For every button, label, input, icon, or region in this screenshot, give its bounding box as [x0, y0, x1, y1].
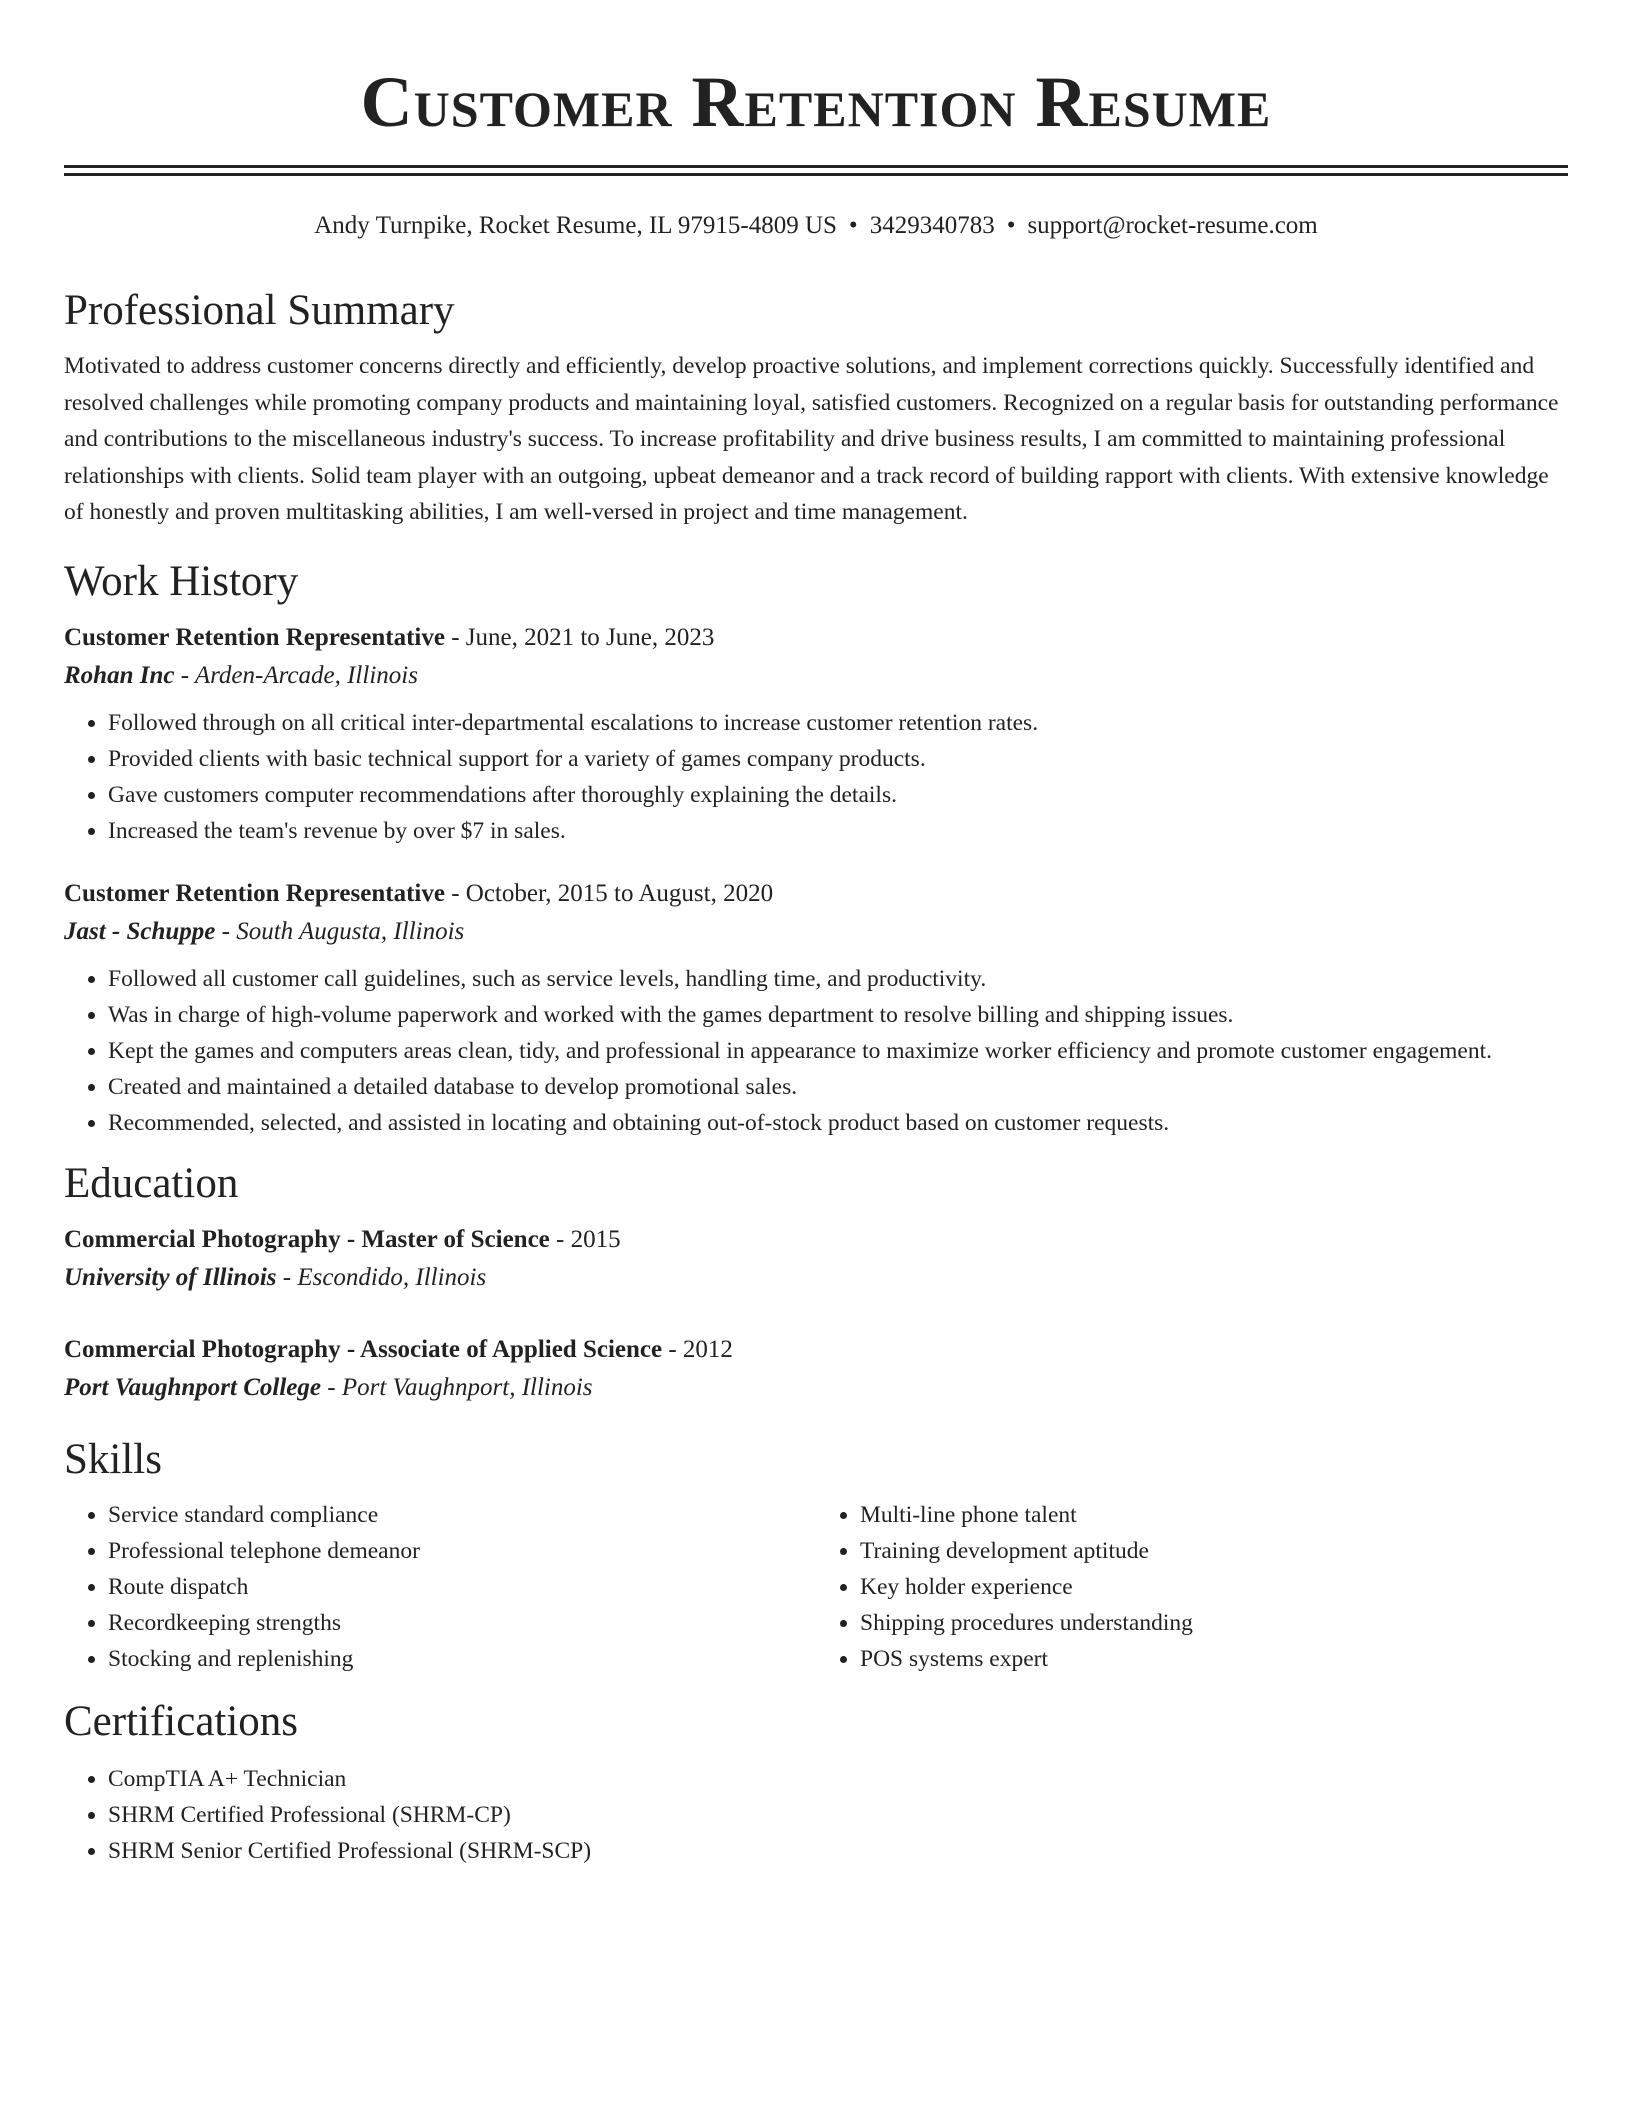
- summary-heading: Professional Summary: [64, 287, 455, 334]
- job-company: Jast - Schuppe: [64, 917, 216, 945]
- certification-item: • SHRM Senior Certified Professional (SHRM-SCP): [108, 1833, 1568, 1869]
- contact-separator: •: [1006, 212, 1016, 239]
- title-divider-top: [64, 165, 1568, 168]
- degree-year: - 2015: [549, 1225, 621, 1253]
- skills-list-left: [64, 1497, 816, 1677]
- list-item: • Was in charge of high-volume paperwork and worked with the games department to resolve billing and shipping issues.: [108, 997, 1568, 1033]
- job-dates: - October, 2015 to August, 2020: [444, 879, 774, 907]
- job-location: - Arden-Arcade, Illinois: [174, 661, 418, 689]
- skill-item: • Route dispatch: [108, 1569, 816, 1605]
- degree-name: Commercial Photography - Master of Science: [64, 1225, 550, 1253]
- job-location: - South Augusta, Illinois: [215, 917, 465, 945]
- contact-separator: •: [848, 212, 858, 239]
- skill-item: • Professional telephone demeanor: [108, 1533, 816, 1569]
- job-entry: [64, 619, 1568, 849]
- job-title-line: [64, 619, 1568, 657]
- contact-phone: 3429340783: [869, 212, 995, 239]
- list-item: • Followed all customer call guidelines, such as service levels, handling time, and productivity.: [108, 961, 1568, 997]
- certifications-heading: Certifications: [64, 1697, 299, 1745]
- degree-line: [64, 1221, 1568, 1259]
- job-dates: - June, 2021 to June, 2023: [444, 623, 715, 651]
- skill-item: • Key holder experience: [860, 1569, 1568, 1605]
- skill-item: • Shipping procedures understanding: [860, 1605, 1568, 1641]
- skills-list-right: [816, 1497, 1568, 1677]
- summary-section: [64, 286, 1568, 531]
- job-company-line: [64, 657, 1568, 695]
- page-title: Customer Retention Resume: [360, 62, 1272, 142]
- school-location: - Escondido, Illinois: [276, 1263, 487, 1291]
- skill-item: • Multi-line phone talent: [860, 1497, 1568, 1533]
- degree-line: [64, 1331, 1568, 1369]
- degree-name: Commercial Photography - Associate of Applied Science: [64, 1335, 663, 1363]
- school-line: [64, 1259, 1568, 1297]
- education-entry: [64, 1331, 1568, 1407]
- list-item: • Created and maintained a detailed database to develop promotional sales.: [108, 1069, 1568, 1105]
- job-title: Customer Retention Representative: [64, 879, 445, 907]
- skill-item: • Recordkeeping strengths: [108, 1605, 816, 1641]
- list-item: • Followed through on all critical inter-departmental escalations to increase customer retention rates.: [108, 705, 1568, 741]
- school-line: [64, 1369, 1568, 1407]
- title-divider-bottom: [64, 173, 1568, 176]
- certifications-list: [64, 1761, 1568, 1869]
- skill-item: • POS systems expert: [860, 1641, 1568, 1677]
- job-title-line: [64, 875, 1568, 913]
- skills-columns: [64, 1485, 1568, 1677]
- job-bullets: [64, 705, 1568, 849]
- education-heading: Education: [64, 1159, 239, 1207]
- contact-email: support@rocket-resume.com: [1027, 212, 1318, 239]
- degree-year: - 2012: [662, 1335, 733, 1363]
- education-section: [64, 1159, 1568, 1407]
- skills-section: [64, 1435, 1568, 1677]
- summary-text: Motivated to address customer concerns directly and efficiently, develop proactive solutions, and implement corrections quickly. Successfully identified and resolved challenges while promoting company products and maintaining loyal, satisfied customers. Recognized on a regular basis for outstanding performance and contributions to the miscellaneous industry's success. To increase profitability and drive business results, I am committed to maintaining professional relationships with clients. Solid team player with an outgoing, upbeat demeanor and a track record of building rapport with clients. With extensive knowledge of honestly and proven multitasking abilities, I am well-versed in project and time management.: [64, 353, 1559, 525]
- job-company-line: [64, 913, 1568, 951]
- job-company: Rohan Inc: [64, 661, 175, 689]
- list-item: • Provided clients with basic technical support for a variety of games company products.: [108, 741, 1568, 777]
- list-item: • Recommended, selected, and assisted in locating and obtaining out-of-stock product based on customer requests.: [108, 1105, 1568, 1141]
- school-name: Port Vaughnport College: [64, 1373, 321, 1401]
- skills-heading: Skills: [64, 1435, 162, 1483]
- skill-item: • Stocking and replenishing: [108, 1641, 816, 1677]
- education-entry: [64, 1221, 1568, 1297]
- certification-item: • SHRM Certified Professional (SHRM-CP): [108, 1797, 1568, 1833]
- certifications-section: [64, 1697, 1568, 1869]
- work-history-section: [64, 557, 1568, 1141]
- list-item: • Kept the games and computers areas clean, tidy, and professional in appearance to maximize worker efficiency and promote customer engagement.: [108, 1033, 1568, 1069]
- job-title: Customer Retention Representative: [64, 623, 445, 651]
- job-entry: [64, 875, 1568, 1141]
- skill-item: • Training development aptitude: [860, 1533, 1568, 1569]
- school-name: University of Illinois: [64, 1263, 277, 1291]
- skill-item: • Service standard compliance: [108, 1497, 816, 1533]
- certification-item: • CompTIA A+ Technician: [108, 1761, 1568, 1797]
- list-item: • Gave customers computer recommendations after thoroughly explaining the details.: [108, 777, 1568, 813]
- list-item: • Increased the team's revenue by over $7 in sales.: [108, 813, 1568, 849]
- job-bullets: [64, 961, 1568, 1141]
- contact-line: [64, 210, 1568, 242]
- work-history-heading: Work History: [64, 557, 299, 605]
- contact-address: Andy Turnpike, Rocket Resume, IL 97915-4809 US: [314, 212, 837, 239]
- school-location: - Port Vaughnport, Illinois: [321, 1373, 593, 1401]
